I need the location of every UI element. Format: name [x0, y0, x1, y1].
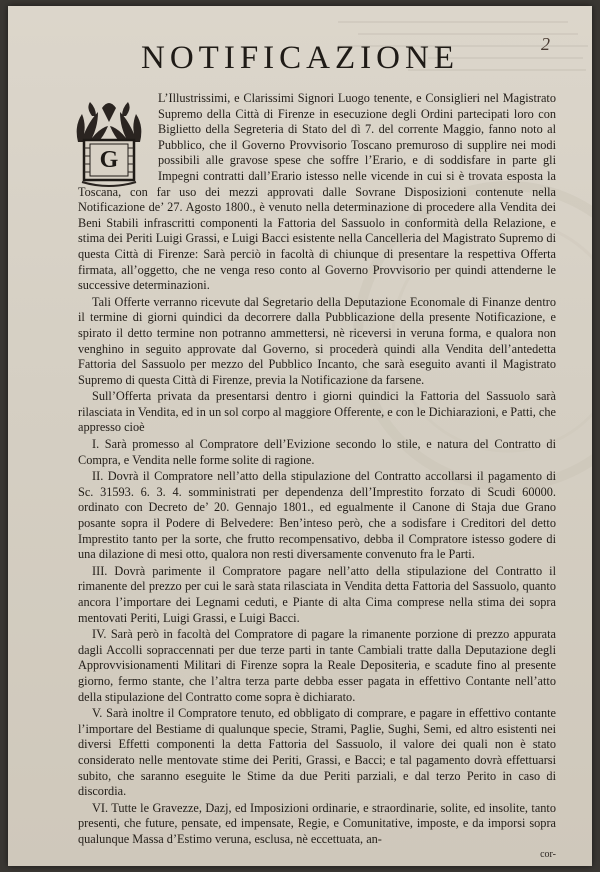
clause-2: II. Dovrà il Compratore nell’atto della stipulazione del Contratto accollarsi il pagamento di Sc. 31593. 6. 3. 4. somministrati per dependenza dell’Imprestito forzato di Scudi 60000. ordinato con Decreto de’ 20. Gennajo 1801., ed egualmente il Canone di Staja due Grano posante sopra il Podere di Belvedere: Ben’inteso però, che a sodisfare i Creditori del detto Imprestito tanto per la sorte, che frutto recompensativo, debba il Compratore istesso godere di una dilazione di mesi otto, qualora non resti diversamente convenuto fra le Parti. [78, 469, 556, 562]
initial-letter: G [99, 147, 119, 173]
catchword: cor- [540, 849, 556, 860]
clause-4: IV. Sarà però in facoltà del Compratore di pagare la rimanente porzione di prezzo appurata dagli Accolli sopraccennati per due terze parti in tante Cambiali tratte dalla Deputazione degli Approvvisionamenti Militari di Firenze sopra la Reale Depositeria, e scadute fino al presente giorno, fermo stante, che l’altra terza parte debba esser pagata in effettivo Contante nell’atto della stipulazione del Contratto come sopra è dichiarato. [78, 627, 556, 704]
clause-1: I. Sarà promesso al Compratore dell’Evizione secondo lo stile, e natura del Contratto di Compra, e Vendita nelle forme solite di ragione. [78, 437, 556, 467]
paragraph-intro: L’Illustrissimi, e Clarissimi Signori Luogo tenente, e Consiglieri nel Magistrato Supremo della Città di Firenze in esecuzione degli Ordini partecipati loro con Biglietto della Segreteria di Stato del dì 7. del corrente Maggio, fanno noto al Pubblico, che il Governo Provvisorio Toscano premuroso di supplire nei modi possibili alle gravose spese che soffre l’Erario, e di soddisfare in parte gli Impegni contratti dall’Erario istesso nelle vicende in cui si è trovata esposta la Toscana, con far uso dei mezzi approvati dalle Sovrane Disposizioni contenute nella Notificazione de’ 27. Agosto 1800., è venuto nella determinazione di procedere alla Vendita dei Beni Stabili infrascritti componenti la Fattoria del Sassuolo in conformità della Relazione, e stima dei Periti Luigi Grassi, e Luigi Bacci esistente nella Cancelleria del Magistrato Supremo di questa Città di Firenze: Sarà perciò in facoltà di chiunque di presentare la respettiva Offerta firmata, all’oggetto, che ne venga reso conto al Governo Provvisorio per quindi attenderne le successive determinazioni. [78, 91, 556, 293]
paragraph-private-offer: Sull’Offerta privata da presentarsi dentro i giorni quindici la Fattoria del Sassuolo sarà rilasciata in Vendita, ed in un sol corpo al maggiore Offerente, e con le Dichiarazioni, e Patti, che appresso cioè [78, 389, 556, 435]
document-page [8, 6, 592, 866]
folio-number: 2 [541, 34, 550, 54]
clause-3: III. Dovrà parimente il Compratore pagare nell’atto della stipulazione del Contratto il rimanente del prezzo per cui le sarà stata rilasciata in Vendita detta Fattoria del Sassuolo, quanto ancora l’importare dei Legnami ceduti, e Piante di alta Cima comprese nella stima dei sopra mentovati Periti, Luigi Grassi, e Luigi Bacci. [78, 563, 556, 625]
clause-5: V. Sarà inoltre il Compratore tenuto, ed obbligato di comprare, e pagare in effettivo contante l’importare del Bestiame di qualunque specie, Strami, Paglie, Sughi, Semi, ed altro esistenti nei diversi Effetti componenti la detta Fattoria del Sassuolo, il valore dei quali non è stato considerato nelle mentovate stime dei Periti, Grassi, e Bacci; e tal pagamento dovrà effettuarsi subito, che saranno eseguite le Stime da due Periti parziali, e dal terzo Perito in caso di discordia. [78, 706, 556, 799]
document-body [78, 91, 556, 849]
document-title: NOTIFICAZIONE [141, 40, 459, 76]
paragraph-offers: Tali Offerte verranno ricevute dal Segretario della Deputazione Economale di Finanze dentro il termine di giorni quindici da decorrere dalla Pubblicazione della presente Notificazione, e spirato il detto termine non potranno ammettersi, nè riceversi in veruna forma, e qualora non venghino in seguito approvate dal Governo, si procederà quindi alla Vendita dell’antedetta Fattoria del Sassuolo per mezzo del Pubblico Incanto, che sarà eseguito avanti il Magistrato Supremo di questa Città di Firenze, previa la Notificazione da farsene. [78, 294, 556, 387]
clause-6: VI. Tutte le Gravezze, Dazj, ed Imposizioni ordinarie, e straordinarie, solite, ed insolite, tanto presenti, che future, pensate, ed impensate, Regie, e Comunitative, imposte, e da imporsi sopra qualunque Massa d’Estimo veruna, esclusa, nè eccettuata, an- [78, 800, 556, 846]
